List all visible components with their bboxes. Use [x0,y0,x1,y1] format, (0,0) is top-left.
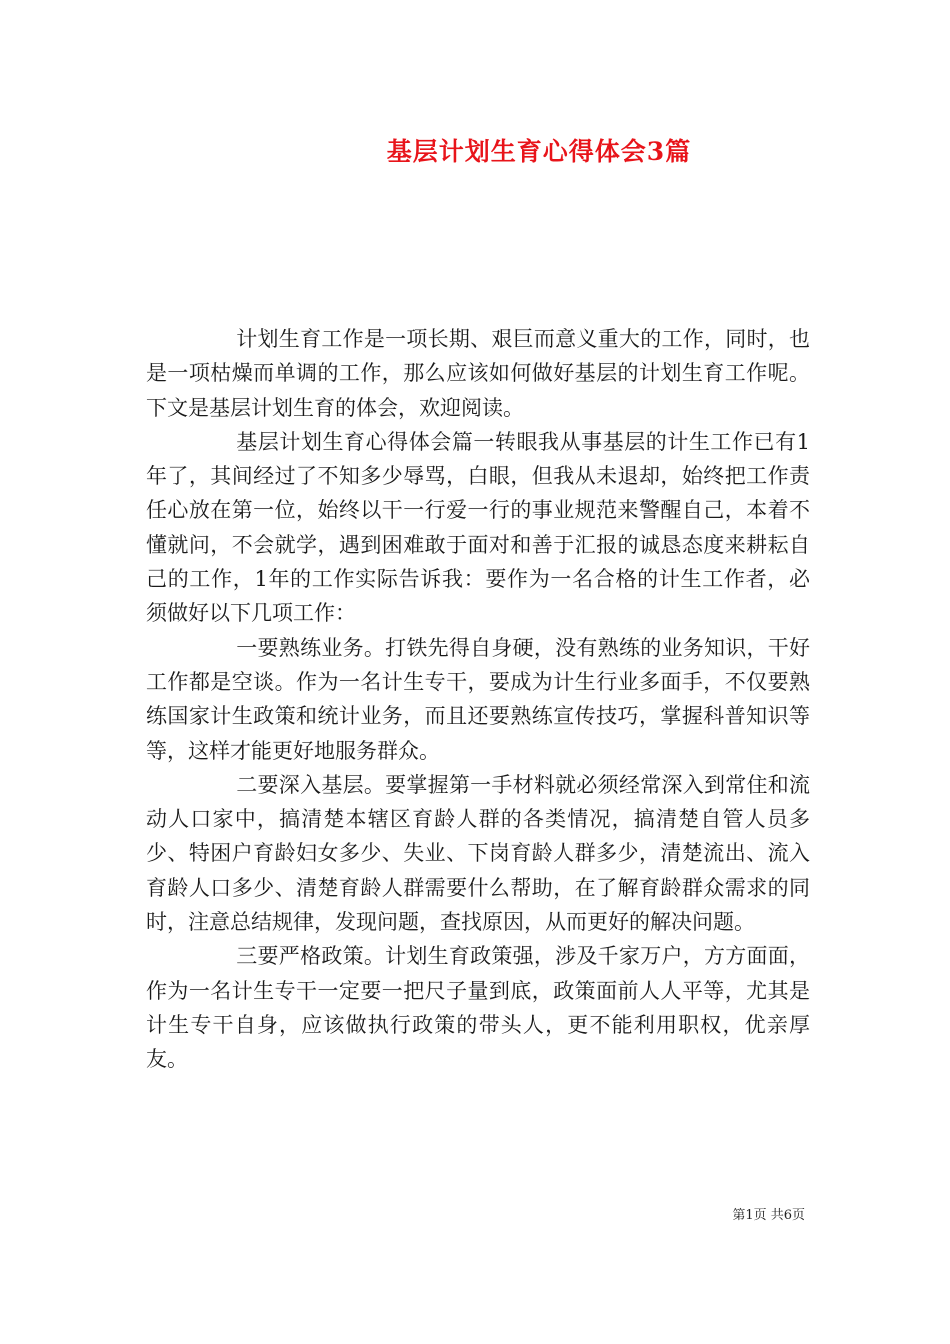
document-title: 基层计划生育心得体会3篇 [386,137,692,166]
paragraph-intro: 计划生育工作是一项长期、艰巨而意义重大的工作，同时，也是一项枯燥而单调的工作，那么应该如何做好基层的计划生育工作呢。下文是基层计划生育的体会，欢迎阅读。 [146,327,810,420]
paragraph-grassroots: 二要深入基层。要掌握第一手材料就必须经常深入到常住和流动人口家中，搞清楚本辖区育龄人群的各类情况，搞清楚自管人员多少、特困户育龄妇女多少、失业、下岗育龄人群多少，清楚流出、流入育龄人口多少、清楚育龄人群需要什么帮助，在了解育龄群众需求的同时，注意总结规律，发现问题，查找原因，从而更好的解决问题。 [146,772,810,935]
paragraph-part-one: 基层计划生育心得体会篇一转眼我从事基层的计生工作已有1年了，其间经过了不知多少辱骂，白眼，但我从未退却，始终把工作责任心放在第一位，始终以干一行爱一行的事业规范来警醒自己，本着不懂就问，不会就学，遇到困难敢于面对和善于汇报的诚恳态度来耕耘自己的工作，1年的工作实际告诉我：要作为一名合格的计生工作者，必须做好以下几项工作： [146,429,810,626]
paragraph-policy: 三要严格政策。计划生育政策强，涉及千家万户，方方面面，作为一名计生专干一定要一把尺子量到底，政策面前人人平等，尤其是计生专干自身，应该做执行政策的带头人，更不能利用职权，优亲厚友。 [146,944,810,1072]
document-body [146,322,810,1077]
page-number-footer: 第1页 共6页 [732,1208,805,1223]
paragraph-skill: 一要熟练业务。打铁先得自身硬，没有熟练的业务知识，干好工作都是空谈。作为一名计生专干，要成为计生行业多面手，不仅要熟练国家计生政策和统计业务，而且还要熟练宣传技巧，掌握科普知识等等，这样才能更好地服务群众。 [146,635,810,763]
